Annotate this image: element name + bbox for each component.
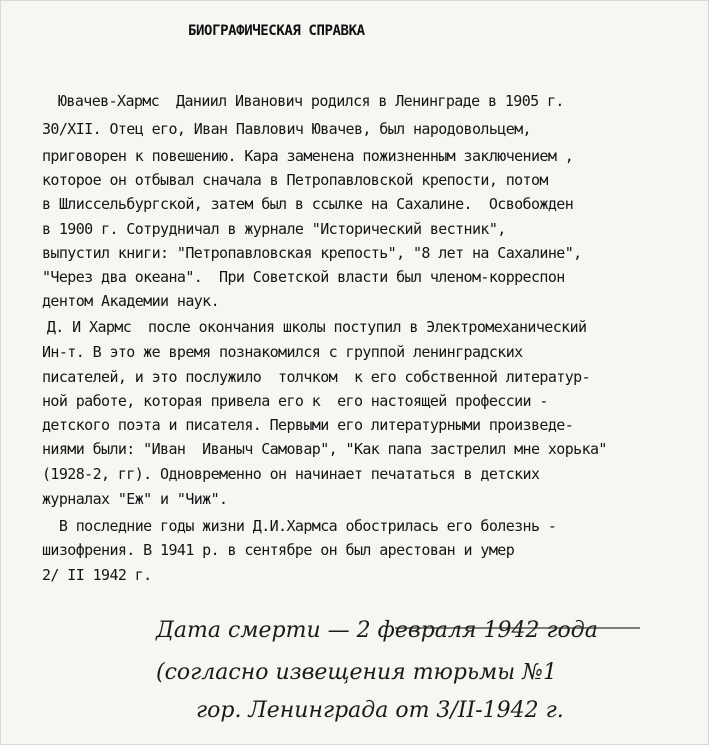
typed-line: приговорен к повешению. Кара заменена пожизненным заключением ,: [42, 147, 574, 165]
document-title: БИОГРАФИЧЕСКАЯ СПРАВКА: [188, 23, 365, 39]
typed-line: которое он отбывал сначала в Петропавловской крепости, потом: [42, 171, 548, 189]
typed-line: детского поэта и писателя. Первыми его литературными произведе-: [42, 416, 574, 434]
typed-line: в 1900 г. Сотрудничал в журнале "Исторический вестник",: [42, 220, 506, 238]
typed-line: писателей, и это послужило толчком к его собственной литератур-: [42, 368, 591, 386]
handwritten-line: Дата смерти — 2 февраля 1942 года: [156, 618, 598, 643]
typed-line: Ин-т. В это же время познакомился с группой ленинградских: [42, 343, 523, 361]
handwritten-line: (согласно извещения тюрьмы №1: [156, 660, 557, 685]
typed-line: дентом Академии наук.: [42, 292, 220, 310]
typed-line: 30/XII. Отец его, Иван Павлович Ювачев, был народовольцем,: [42, 120, 531, 138]
handwritten-line: гор. Ленинграда от 3/II-1942 г.: [196, 698, 564, 723]
typed-line: журналах "Еж" и "Чиж".: [42, 490, 228, 508]
typed-line: в Шлиссельбургской, затем был в ссылке на Сахалине. Освобожден: [42, 195, 574, 213]
typed-line: (1928-2, гг). Одновременно он начинает печататься в детских: [42, 465, 540, 483]
typed-line: 2/ II 1942 г.: [42, 566, 152, 584]
typed-line: "Через два океана". При Советской власти был членом-корреспон: [42, 268, 565, 286]
typed-line: ниями были: "Иван Иваныч Самовар", "Как папа застрелил мне хорька": [42, 440, 607, 458]
typed-line: Ювачев-Хармс Даниил Иванович родился в Ленинграде в 1905 г.: [58, 92, 564, 110]
typed-line: Д. И Хармс после окончания школы поступил в Электромеханический: [30, 318, 587, 336]
typed-line: выпустил книги: "Петропавловская крепость", "8 лет на Сахалине",: [42, 244, 582, 262]
typed-line: В последние годы жизни Д.И.Хармса обострилась его болезнь -: [42, 517, 557, 535]
typed-line: ной работе, которая привела его к его настоящей профессии -: [42, 392, 548, 410]
typed-line: шизофрения. В 1941 р. в сентябре он был арестован и умер: [42, 541, 515, 559]
